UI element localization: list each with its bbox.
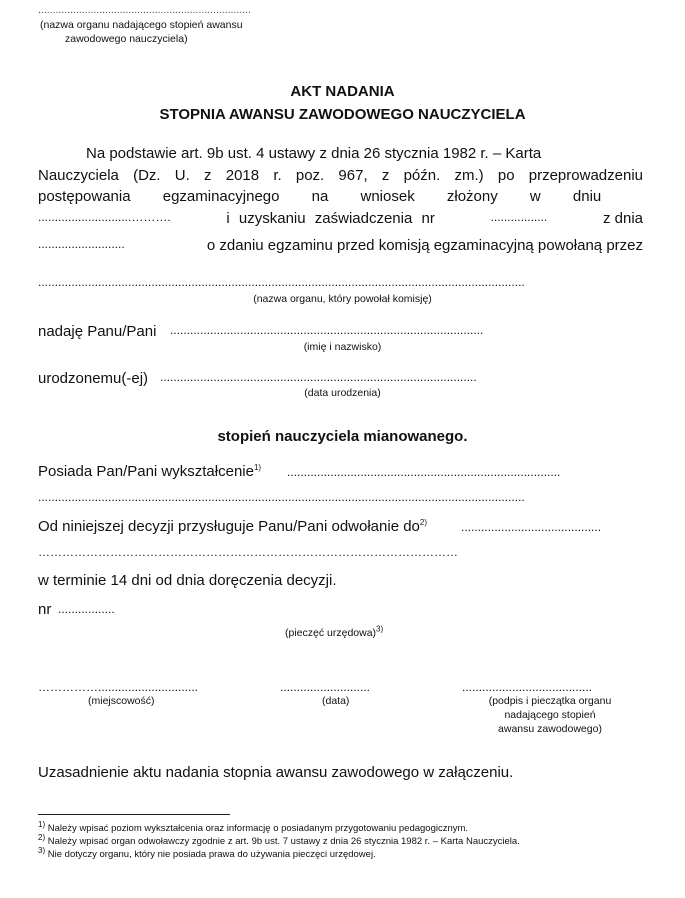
signature-caption-line2: nadającego stopień <box>504 709 596 721</box>
education-field[interactable]: .................................................................................. <box>287 465 561 479</box>
commission-organ-field[interactable]: .................................................................................................................................................. <box>38 275 525 289</box>
organ-caption-line1: (nazwa organu nadającego stopień awansu <box>40 19 243 31</box>
footnote-3-ref: 3) <box>38 845 46 855</box>
footnote-1 <box>38 819 469 834</box>
organ-dots: ......................................................................... <box>38 4 251 16</box>
footnote-2-ref: 2) <box>38 832 46 842</box>
application-date-field[interactable]: ............................………. <box>38 210 171 224</box>
place-field[interactable]: …………….............................. <box>38 680 199 694</box>
number-label: nr <box>38 601 52 618</box>
appeal-organ-field-line2[interactable]: …………………………………………………………………………………………… <box>38 545 458 559</box>
title-line2: STOPNIA AWANSU ZAWODOWEGO NAUCZYCIELA <box>159 106 526 123</box>
footnote-3-text: Nie dotyczy organu, który nie posiada prawa do używania pieczęci urzędowej. <box>47 849 376 860</box>
education-label <box>38 463 261 480</box>
intro-line3 <box>38 188 643 205</box>
intro-line2: Nauczyciela (Dz. U. z 2018 r. poz. 967, z późn. zm.) po przeprowadzeniu <box>38 167 643 184</box>
certificate-date-field[interactable]: .......................... <box>38 237 125 251</box>
birth-date-caption: (data urodzenia) <box>304 387 381 399</box>
justification-text: Uzasadnienie aktu nadania stopnia awansu zawodowego w załączeniu. <box>38 764 514 781</box>
appeal-label-text: Od niniejszej decyzji przysługuje Panu/Pani odwołanie do <box>38 518 420 535</box>
footnote-ref-3: 3) <box>376 624 384 634</box>
intro-line5 <box>38 237 643 254</box>
born-label: urodzonemu(-ej) <box>38 370 149 387</box>
footnote-ref-2: 2) <box>419 518 428 527</box>
date-caption: (data) <box>322 695 350 707</box>
number-field[interactable]: ................. <box>58 602 115 616</box>
footnote-2 <box>38 832 520 847</box>
commission-caption: (nazwa organu, który powołał komisję) <box>253 293 432 305</box>
appeal-organ-field[interactable]: .......................................... <box>461 520 602 534</box>
footnote-1-text: Należy wpisać poziom wykształcenia oraz informację o posiadanym przygotowaniu pedagogicznym. <box>47 823 469 834</box>
signature-caption-line1: (podpis i pieczątka organu <box>488 695 612 707</box>
footnote-ref-1: 1) <box>253 463 262 472</box>
intro-line5-text: o zdaniu egzaminu przed komisją egzaminacyjną powołaną przez <box>206 237 643 254</box>
footnote-separator <box>38 814 230 815</box>
education-field-line2[interactable]: .................................................................................................................................................. <box>38 490 525 504</box>
grant-label: nadaję Panu/Pani <box>38 323 157 340</box>
footnote-3 <box>38 845 376 860</box>
signature-field[interactable]: ....................................... <box>462 680 593 694</box>
birth-date-field[interactable]: ............................................................................................... <box>160 370 477 384</box>
appeal-label <box>38 518 427 535</box>
certificate-number-field[interactable]: ................. <box>490 210 548 224</box>
intro-line3-text: postępowania egzaminacyjnego na wniosek złożony w dniu <box>38 188 602 205</box>
intro-line4 <box>38 210 643 227</box>
education-label-text: Posiada Pan/Pani wykształcenie <box>38 463 254 480</box>
intro-line1: Na podstawie art. 9b ust. 4 ustawy z dnia 26 stycznia 1982 r. – Karta <box>86 145 542 162</box>
title-line1: AKT NADANIA <box>290 83 395 100</box>
stamp-caption-text: (pieczęć urzędowa) <box>285 627 377 639</box>
name-field[interactable]: .............................................................................................. <box>170 323 484 337</box>
organ-caption-line2: zawodowego nauczyciela) <box>65 33 188 45</box>
name-caption: (imię i nazwisko) <box>303 341 382 353</box>
intro-line4-text: i uzyskaniu zaświadczenia nr <box>226 210 435 227</box>
degree-heading: stopień nauczyciela mianowanego. <box>217 428 468 445</box>
footnote-1-ref: 1) <box>38 819 46 829</box>
date-field[interactable]: ........................... <box>280 680 371 694</box>
stamp-caption <box>285 624 384 639</box>
intro-line4-end: z dnia <box>602 210 643 227</box>
footnote-2-text: Należy wpisać organ odwoławczy zgodnie z art. 9b ust. 7 ustawy z dnia 26 stycznia 1982 r. – Karta Nauczyciela. <box>47 836 520 847</box>
place-caption: (miejscowość) <box>88 695 155 707</box>
signature-caption-line3: awansu zawodowego) <box>498 723 602 735</box>
appeal-term: w terminie 14 dni od dnia doręczenia decyzji. <box>38 572 337 589</box>
